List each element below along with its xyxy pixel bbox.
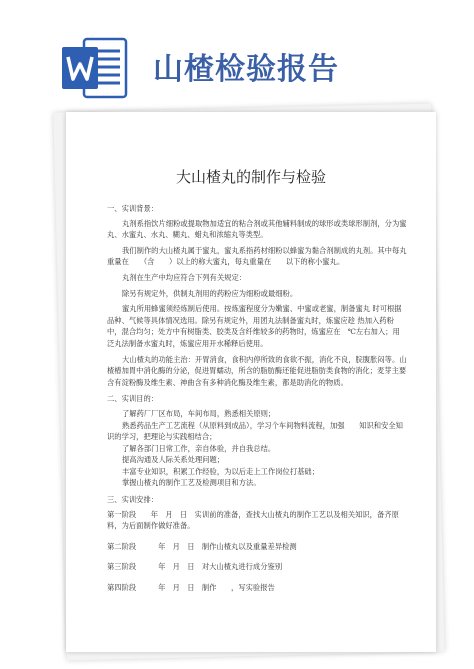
list-item: 丰富专业知识，积累工作经验，为以后走上工作岗位打基础； <box>122 466 320 476</box>
list-item: 熟悉药品生产工艺流程（从原料到成品），学习个车间物料流程，加强 知识和安全知识的学习，把理论与实践相结合； <box>107 420 403 442</box>
document-page <box>66 112 436 652</box>
schedule-item: 第一阶段 年 月 日 实训前的准备，查找大山楂丸的制作工艺以及相关知识，备齐原料，为后面制作做好准备。 <box>107 509 399 531</box>
schedule-item: 第三阶段 年 月 日 对大山楂丸进行成分鉴别 <box>107 562 283 572</box>
paragraph: 大山楂丸的功能主治：开胃消食，食积内停所致的食欲不振，消化不良，脘腹胀闷等。山楂椿加胃中消化酶的分泌，促进胃蠕动，所含的脂肪酶还能促进脂肪类食物的消化；麦芽主要含有淀粉酶及维生素、神曲含有多种消化酶及维生素，都是助消化的物质。 <box>107 354 407 387</box>
section-heading-schedule: 三、实训安排： <box>107 495 159 505</box>
list-item: 了解各部门日常工作，亲自体验，并自我总结。 <box>122 443 276 453</box>
list-item: 提高沟通及人际关系处理问题； <box>122 455 225 465</box>
paragraph: 丸剂系指饮片细粉或提取物加适宜的粘合剂或其他辅料制成的球形或类球形制剂，分为蜜丸、水蜜丸、水丸、糊丸、蜡丸和浓缩丸等类型。 <box>107 218 407 240</box>
list-item: 掌握山楂丸的制作工艺及检测项目和方法。 <box>122 478 261 488</box>
paragraph: 除另有规定外，供制丸剂用的药粉应为细粉或最细粉。 <box>122 288 298 298</box>
section-heading-purpose: 二、实训目的： <box>107 394 159 404</box>
paragraph: 丸剂在生产中均应符合下列有关规定： <box>122 272 247 282</box>
header-title: 山楂检验报告 <box>153 52 339 87</box>
section-heading-background: 一、实训背景： <box>107 204 159 213</box>
paragraph: 蜜丸所用蜂蜜须经炼制后使用。按炼蜜程度分为嫩蜜、中蜜或老蜜，制备蜜丸 时可根据品种、气候等具体情况选用。除另有规定外，用团丸法制备蜜丸时，炼蜜应趁 热加入药粉中，混合均匀；处方中有树脂类、胶类及含纤维较多的药物时，炼蜜应在 ℃左右加入；用泛丸法制备水蜜丸时，炼蜜应用开水稀释后使用。 <box>107 304 402 348</box>
page-header <box>0 0 474 110</box>
paragraph: 我们制作的大山楂丸属于蜜丸，蜜丸系指药材细粉以蜂蜜为黏合剂制成的丸剂。其中每丸重量在 （含 ）以上的称大蜜丸，每丸重量在 以下的称小蜜丸。 <box>107 245 407 267</box>
schedule-item: 第四阶段 年 月 日 制作 ，写实验报告 <box>107 583 275 593</box>
list-item: 了解药厂厂区布局，车间布局，熟悉相关原则； <box>122 408 276 418</box>
word-document-icon <box>62 37 128 99</box>
document-title: 大山楂丸的制作与检验 <box>175 168 326 186</box>
schedule-item: 第二阶段 年 月 日 制作山楂丸以及重量差异检测 <box>107 541 297 551</box>
document-body <box>107 198 407 603</box>
